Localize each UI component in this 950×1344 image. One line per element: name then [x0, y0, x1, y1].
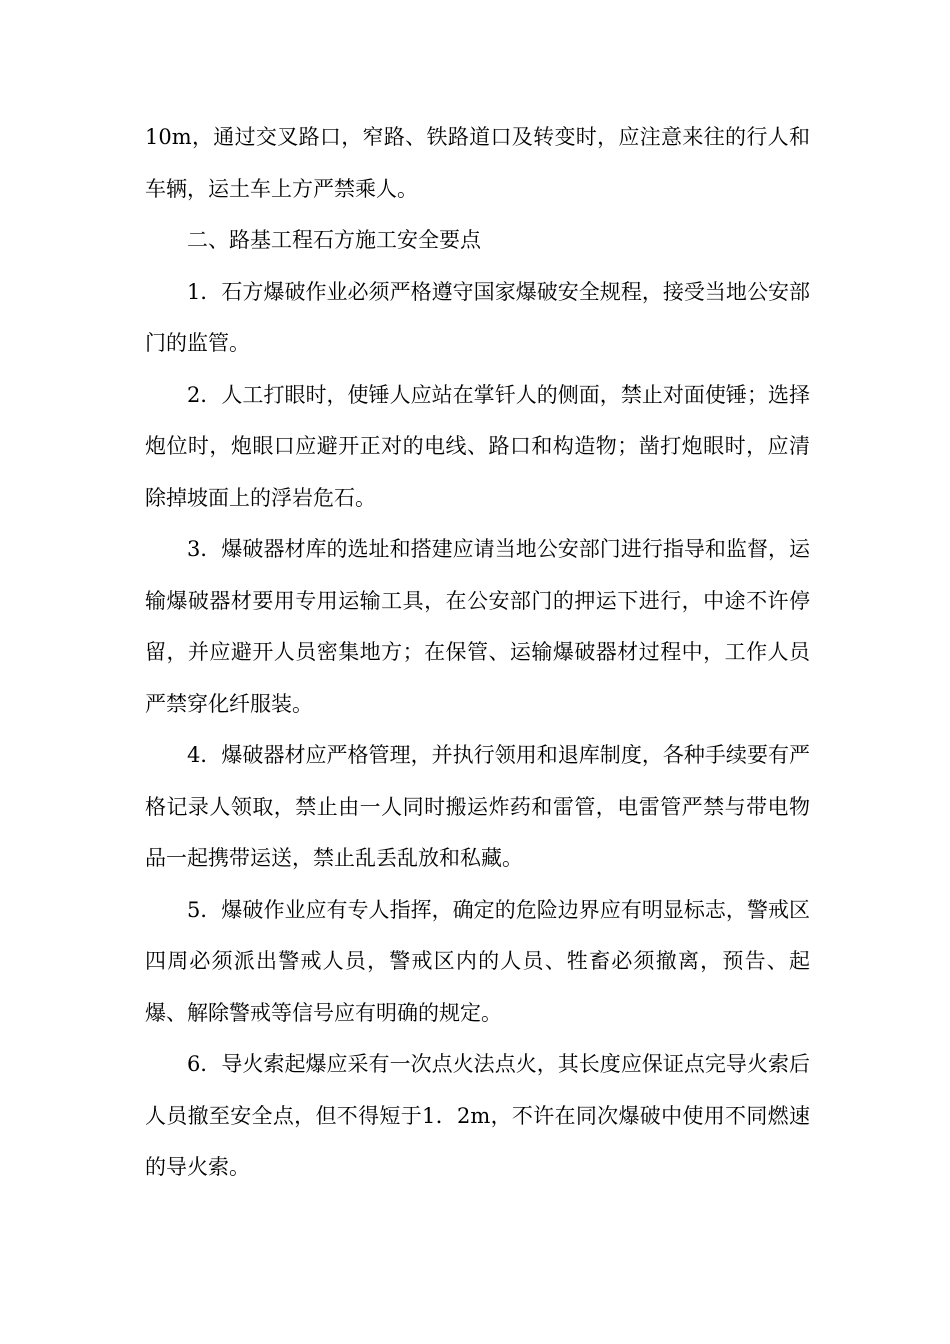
document-body: [145, 112, 810, 1194]
paragraph-continuation: 10m，通过交叉路口，窄路、铁路道口及转变时，应注意来往的行人和车辆，运土车上方严禁乘人。: [145, 125, 810, 201]
paragraph-item-1: 1．石方爆破作业必须严格遵守国家爆破安全规程，接受当地公安部门的监管。: [145, 279, 810, 355]
paragraph-item-2: 2．人工打眼时，使锤人应站在掌钎人的侧面，禁止对面使锤；选择炮位时，炮眼口应避开正对的电线、路口和构造物；凿打炮眼时，应清除掉坡面上的浮岩危石。: [145, 382, 810, 510]
paragraph-item-6: 6．导火索起爆应采有一次点火法点火，其长度应保证点完导火索后人员撤至安全点，但不得短于1．2m，不许在同次爆破中使用不同燃速的导火索。: [145, 1052, 810, 1179]
paragraph-item-3: 3．爆破器材库的选址和搭建应请当地公安部门进行指导和监督，运输爆破器材要用专用运输工具，在公安部门的押运下进行，中途不许停留，并应避开人员密集地方；在保管、运输爆破器材过程中，工作人员严禁穿化纤服装。: [145, 537, 810, 716]
paragraph-item-4: 4．爆破器材应严格管理，并执行领用和退库制度，各种手续要有严格记录人领取，禁止由一人同时搬运炸药和雷管，电雷管严禁与带电物品一起携带运送，禁止乱丢乱放和私藏。: [145, 743, 810, 870]
paragraph-item-5: 5．爆破作业应有专人指挥，确定的危险边界应有明显标志，警戒区四周必须派出警戒人员，警戒区内的人员、牲畜必须撤离，预告、起爆、解除警戒等信号应有明确的规定。: [145, 897, 810, 1025]
section-heading: 二、路基工程石方施工安全要点: [187, 228, 481, 252]
